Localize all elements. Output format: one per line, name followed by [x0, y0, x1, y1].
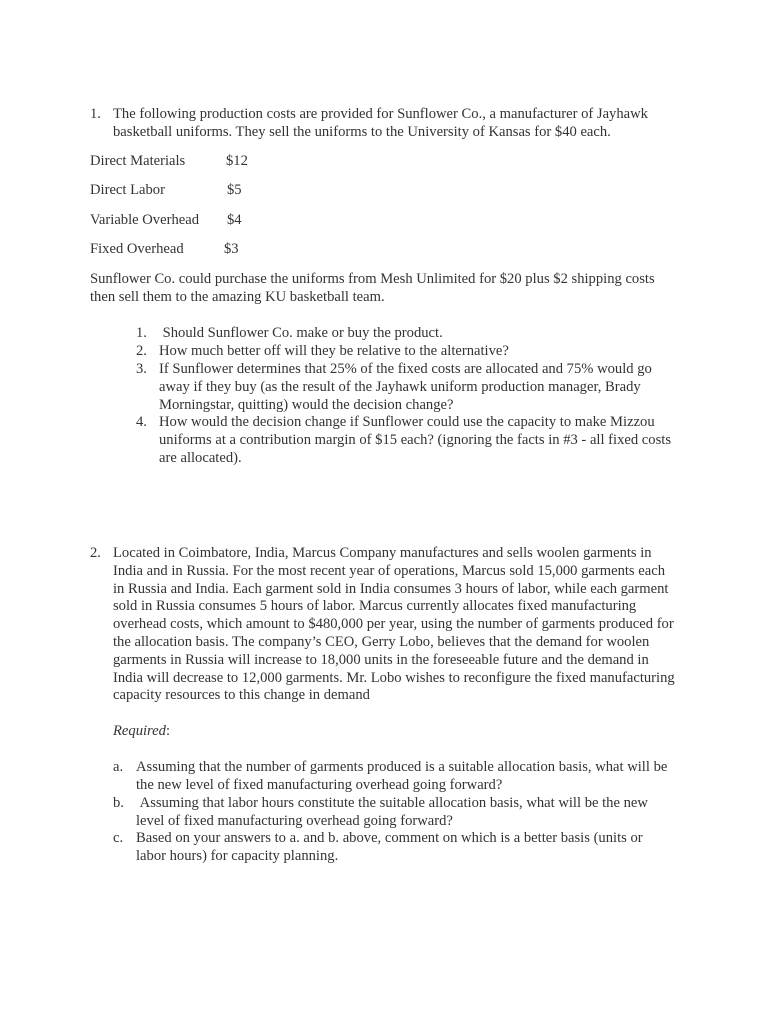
subquestion-text: How much better off will they be relative to the alternative?	[159, 343, 509, 359]
subquestion-number: 1.	[136, 325, 147, 341]
cost-row-direct-labor	[90, 182, 330, 200]
alternative-paragraph: Sunflower Co. could purchase the uniforms from Mesh Unlimited for $20 plus $2 shipping costs then sell them to the amazing KU basketball team.	[90, 271, 655, 305]
required-item-letter: b.	[113, 795, 124, 811]
cost-value: $12	[226, 153, 248, 169]
cost-label: Direct Materials	[90, 153, 186, 169]
cost-label: Direct Labor	[90, 182, 165, 198]
subquestion-text: If Sunflower determines that 25% of the fixed costs are allocated and 75% would go away if they buy (as the result of the Jayhawk uniform production manager, Brady Morningstar, quitting) would the decision change?	[159, 361, 652, 413]
required-item-text: Assuming that labor hours constitute the suitable allocation basis, what will be the new level of fixed manufacturing overhead going forward?	[136, 795, 652, 829]
required-item-letter: c.	[113, 830, 124, 846]
subquestion-text: Should Sunflower Co. make or buy the product.	[159, 325, 443, 341]
subquestion-text: How would the decision change if Sunflower could use the capacity to make Mizzou uniforms at a contribution margin of $15 each? (ignoring the facts in #3 - all fixed costs are allocated).	[159, 414, 671, 466]
subquestion-number: 2.	[136, 343, 147, 359]
cost-label: Variable Overhead	[90, 212, 199, 228]
subquestion-number: 3.	[136, 361, 147, 377]
cost-value: $5	[227, 182, 242, 198]
required-colon: :	[165, 723, 171, 739]
cost-value: $4	[227, 212, 242, 228]
question-2-number: 2.	[90, 545, 101, 561]
required-item-text: Assuming that the number of garments produced is a suitable allocation basis, what will be the new level of fixed manufacturing overhead going forward?	[136, 759, 668, 793]
question-1-number: 1.	[90, 106, 101, 122]
question-1-intro: The following production costs are provided for Sunflower Co., a manufacturer of Jayhawk basketball uniforms. They sell the uniforms to the University of Kansas for $40 each.	[113, 106, 648, 140]
required-heading	[113, 723, 170, 741]
subquestion-number: 4.	[136, 414, 147, 430]
required-item-text: Based on your answers to a. and b. above, comment on which is a better basis (units or labor hours) for capacity planning.	[136, 830, 643, 864]
cost-label: Fixed Overhead	[90, 241, 184, 257]
cost-row-direct-materials	[90, 153, 330, 171]
cost-row-fixed-overhead	[90, 241, 330, 259]
required-label: Required	[113, 723, 166, 739]
cost-value: $3	[224, 241, 239, 257]
required-item-letter: a.	[113, 759, 124, 775]
cost-row-variable-overhead	[90, 212, 330, 230]
question-2-body: Located in Coimbatore, India, Marcus Company manufactures and sells woolen garments in India and in Russia. For the most recent year of operations, Marcus sold 15,000 garments each in Russia and India. Each garment sold in India consumes 3 hours of labor, while each garment sold in Russia consumes 5 hours of labor. Marcus currently allocates fixed manufacturing overhead costs, which amount to $480,000 per year, using the number of garments produced for the allocation basis. The company’s CEO, Gerry Lobo, believes that the demand for woolen garments in Russia will increase to 18,000 units in the foreseeable future and the demand in India will decrease to 12,000 garments. Mr. Lobo wishes to reconfigure the fixed manufacturing capacity resources to this change in demand	[113, 545, 675, 704]
